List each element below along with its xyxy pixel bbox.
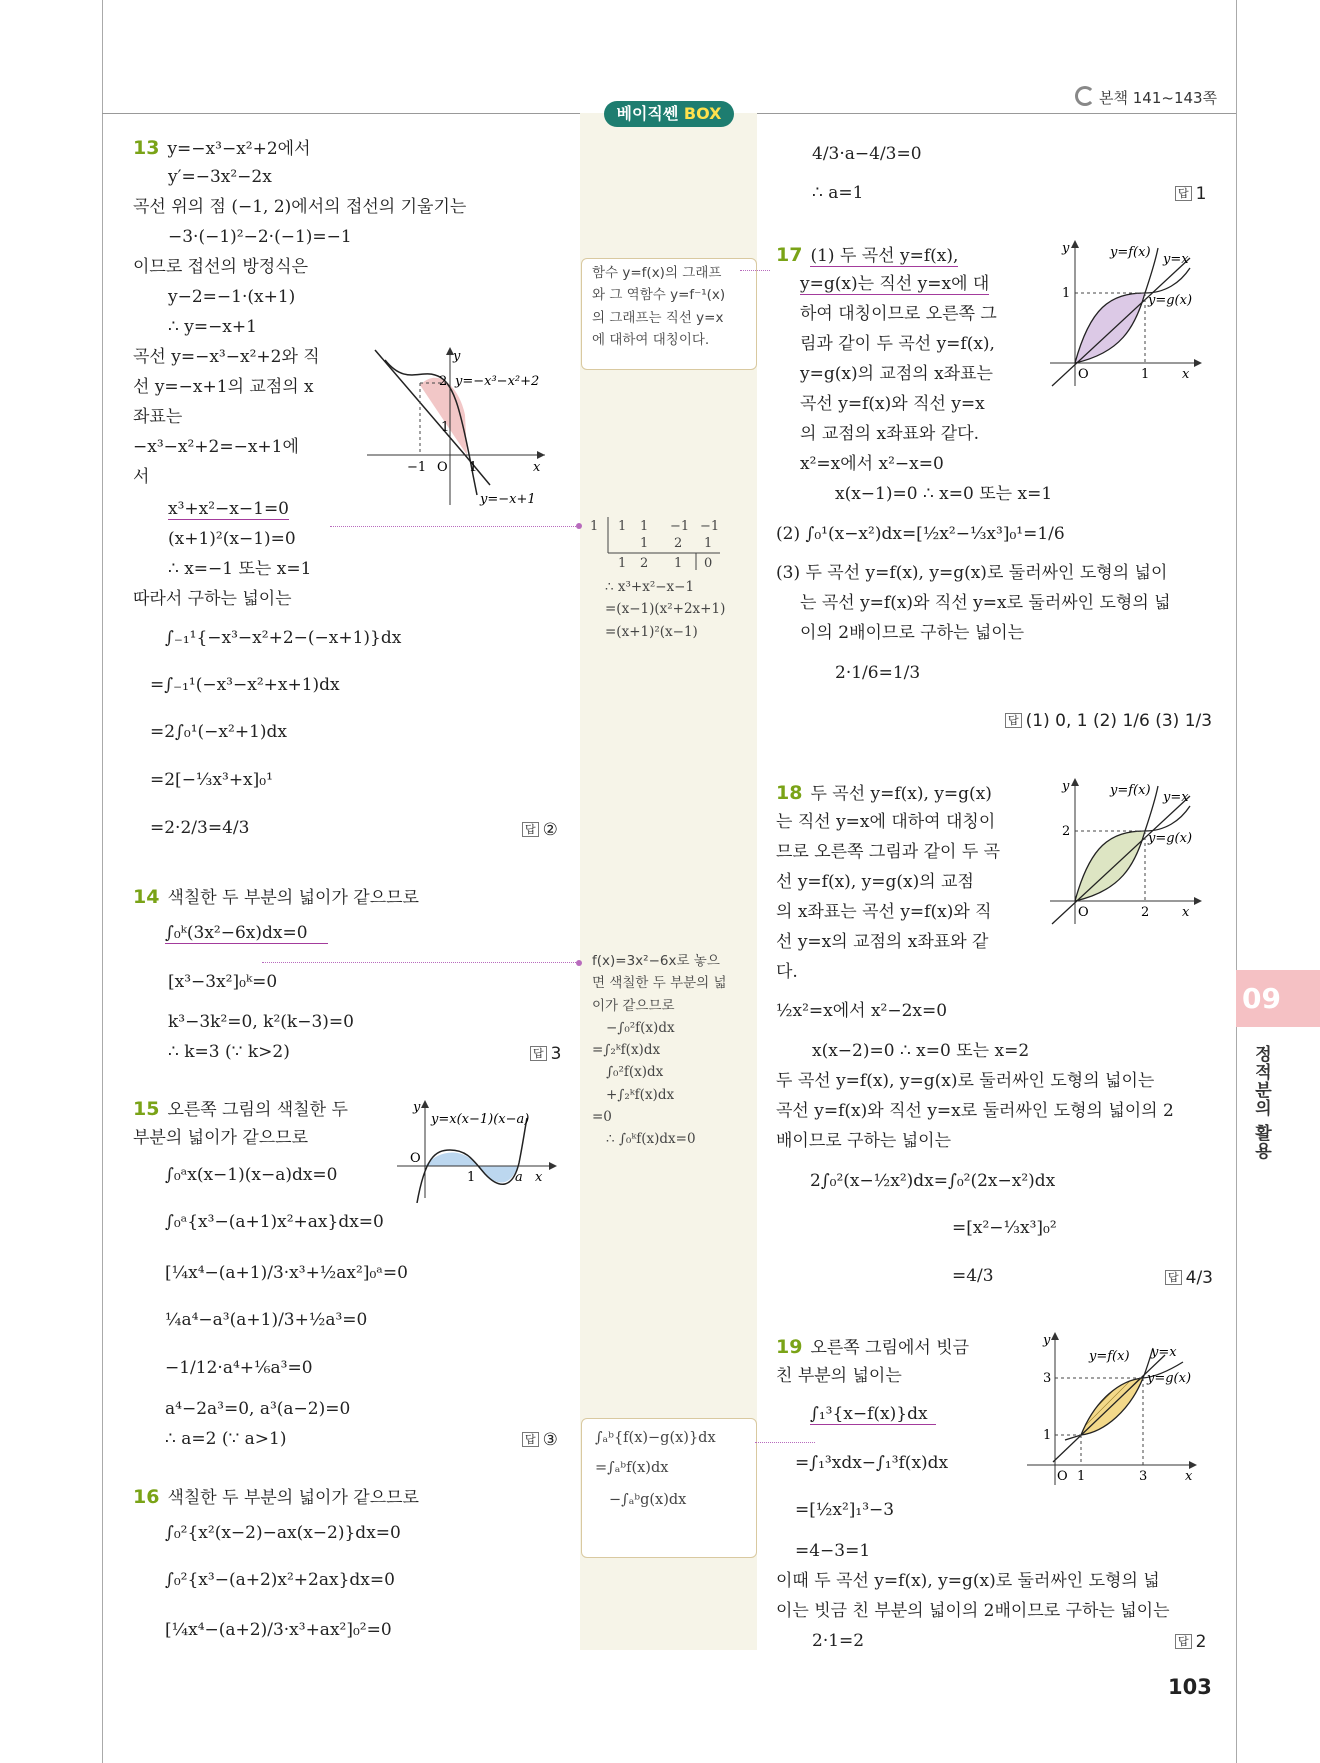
leader-line: [330, 526, 576, 527]
chapter-tab: [1236, 970, 1320, 1027]
problem-14-line: k³−3k²=0, k²(k−3)=0: [168, 1012, 354, 1032]
div-cell: 1: [618, 556, 627, 571]
tick-label: 2: [439, 374, 448, 389]
problem-18-answer: [1165, 1268, 1213, 1288]
problem-14-text: 색칠한 두 부분의 넓이가 같으므로: [167, 888, 419, 908]
problem-19-graph: [1025, 1330, 1205, 1490]
problem-19-line: =∫₁³xdx−∫₁³f(x)dx: [795, 1453, 949, 1473]
problem-16-line: [¼x⁴−(a+2)/3·x³+ax²]₀²=0: [165, 1620, 392, 1640]
curve-f-label: y=f(x): [1110, 783, 1151, 798]
problem-16-line: [133, 1486, 419, 1509]
note-line: =∫ₐᵇf(x)dx: [595, 1459, 669, 1476]
shaded-region: [1075, 293, 1145, 363]
problem-15-graph: [395, 1098, 565, 1203]
div-cell: 1: [640, 519, 649, 534]
div-cell: 0: [704, 556, 713, 571]
line-y-equals-x: [1052, 796, 1193, 924]
div-cell: 1: [674, 556, 683, 571]
answer-icon: 답: [522, 1432, 539, 1447]
problem-18-line: 배이므로 구하는 넓이는: [776, 1131, 952, 1151]
origin-label: O: [410, 1151, 421, 1166]
problem-15-line: a⁴−2a³=0, a³(a−2)=0: [165, 1399, 351, 1419]
x-arrow: [1194, 897, 1202, 905]
problem-18-line: x(x−2)=0 ∴ x=0 또는 x=2: [812, 1041, 1030, 1061]
problem-14-line: [x³−3x²]₀ᵏ=0: [168, 972, 278, 992]
problem-19-line: 친 부분의 넓이는: [776, 1366, 902, 1386]
problem-18-line: 선 y=f(x), y=g(x)의 교점: [776, 872, 974, 892]
tick-label: 1: [467, 1170, 476, 1185]
problem-17-line: 이의 2배이므로 구하는 넓이는: [800, 623, 1025, 643]
tick-label: 1: [1062, 286, 1071, 301]
problem-16-continued-line: ∴ a=1: [812, 183, 864, 203]
answer-icon: 답: [530, 1046, 547, 1061]
note-line: ∴ ∫₀ᵏf(x)dx=0: [606, 1131, 696, 1148]
box-note-between-text: [595, 1428, 716, 1514]
problem-19-number: 19: [776, 1336, 803, 1358]
problem-18-line: 므로 오른쪽 그림과 같이 두 곡: [776, 842, 1001, 862]
problem-13-line: 따라서 구하는 넓이는: [133, 589, 292, 609]
box-note-area: [592, 950, 727, 1150]
problem-15-line: 부분의 넓이가 같으므로: [133, 1128, 309, 1148]
chapter-number: 09: [1242, 982, 1281, 1015]
graph-y-label: y: [1062, 779, 1070, 794]
graph-x-label: x: [533, 460, 541, 475]
origin-label: O: [1078, 367, 1089, 382]
note-line: ∫ₐᵇ{f(x)−g(x)}dx: [595, 1430, 716, 1446]
problem-16-text: 색칠한 두 부분의 넓이가 같으므로: [167, 1488, 419, 1508]
problem-18-graph: [1040, 776, 1205, 926]
line-label: y=x: [1151, 1345, 1177, 1360]
div-cell: 1: [704, 536, 713, 551]
problem-15-line: ¼a⁴−a³(a+1)/3+½a³=0: [165, 1310, 368, 1330]
div-cell: 2: [640, 556, 649, 571]
leader-line: [262, 962, 576, 963]
answer-value: 1: [1195, 184, 1207, 204]
problem-18-line: =4/3: [952, 1266, 994, 1286]
curve-g-label: y=g(x): [1148, 831, 1193, 846]
problem-17-number: 17: [776, 244, 803, 266]
problem-17-line: 는 곡선 y=f(x)와 직선 y=x로 둘러싸인 도형의 넓: [800, 593, 1171, 613]
problem-17-line: 림과 같이 두 곡선 y=f(x),: [800, 334, 995, 354]
graph-y-label: y: [1043, 1333, 1051, 1348]
answer-icon: 답: [1165, 1270, 1182, 1285]
line-y-equals-x: [1052, 258, 1193, 386]
problem-17-text: (1) 두 곡선 y=f(x),: [810, 246, 959, 266]
problem-17-graph: [1040, 238, 1205, 388]
graph-x-label: x: [1182, 905, 1190, 920]
problem-13-line: ∫₋₁¹{−x³−x²+2−(−x+1)}dx: [165, 628, 402, 648]
line-label: y=x: [1163, 252, 1189, 267]
shaded-region: [425, 1153, 477, 1167]
div-cell: 1: [618, 519, 627, 534]
origin-label: O: [1078, 905, 1089, 920]
note-line: =0: [592, 1108, 612, 1125]
problem-13-line: 곡선 y=−x³−x²+2와 직: [133, 347, 320, 367]
leader-line: [755, 1442, 815, 1443]
note-line: f(x)=3x²−6x로 놓으: [592, 953, 720, 969]
page-reference: [1075, 86, 1217, 108]
page-reference-text: 본책 141~143쪽: [1099, 89, 1218, 107]
page-number: 103: [1168, 1675, 1212, 1699]
problem-13-line: =2[−⅓x³+x]₀¹: [150, 770, 273, 790]
problem-13-line: ∴ x=−1 또는 x=1: [168, 559, 312, 579]
tick-label: −1: [407, 460, 427, 475]
problem-14-line: ∫₀ᵏ(3x²−6x)dx=0: [165, 923, 328, 944]
problem-17-line: y=g(x)는 직선 y=x에 대: [800, 274, 990, 294]
problem-13-answer: [522, 820, 558, 840]
problem-19-line: ∫₁³{x−f(x)}dx: [810, 1404, 936, 1425]
problem-15-line: [¼x⁴−(a+1)/3·x³+½ax²]₀ᵃ=0: [165, 1263, 408, 1283]
problem-13-line: 선 y=−x+1의 교점의 x: [133, 377, 314, 397]
div-cell: −1: [700, 519, 720, 534]
problem-19-line: 이는 빗금 친 부분의 넓이의 2배이므로 구하는 넓이는: [776, 1601, 1170, 1621]
problem-13-line: y−2=−1·(x+1): [168, 287, 296, 307]
problem-18-line: 선 y=x의 교점의 x좌표와 같: [776, 932, 989, 952]
page-left-border: [102, 0, 103, 1763]
answer-value: 3: [550, 1044, 562, 1064]
answer-icon: 답: [1175, 1634, 1192, 1649]
problem-13-graph: [365, 345, 565, 510]
y-arrow: [1071, 240, 1079, 248]
answer-value: ②: [542, 820, 558, 840]
problem-14-line: [133, 886, 419, 909]
div-cell: −1: [670, 519, 690, 534]
problem-18-number: 18: [776, 782, 803, 804]
problem-19-answer: [1175, 1632, 1206, 1652]
note-line: +∫₂ᵏf(x)dx: [606, 1086, 675, 1103]
problem-13-line: (x+1)²(x−1)=0: [168, 529, 296, 549]
tick-label: 1: [1141, 367, 1150, 382]
leader-dot: [576, 523, 582, 529]
note-line: ∴ x³+x²−x−1: [605, 579, 695, 595]
line-label: y=−x+1: [480, 492, 536, 507]
problem-18-line: =[x²−⅓x³]₀²: [952, 1218, 1057, 1238]
note-line: 에 대하여 대칭이다.: [592, 331, 710, 348]
note-line: =(x−1)(x²+2x+1): [605, 601, 726, 618]
problem-17-line: x(x−1)=0 ∴ x=0 또는 x=1: [835, 484, 1053, 504]
problem-18-text: 두 곡선 y=f(x), y=g(x): [810, 784, 992, 804]
problem-17-line: y=g(x)의 교점의 x좌표는: [800, 364, 993, 384]
problem-13-number: 13: [133, 137, 160, 159]
problem-17-line: 하여 대칭이므로 오른쪽 그: [800, 304, 997, 324]
origin-label: O: [1057, 1469, 1068, 1484]
note-line: 함수 y=f(x)의 그래프: [592, 265, 722, 281]
box-note-factor: [605, 576, 725, 643]
graph-x-label: x: [535, 1170, 543, 1185]
problem-17-line: (3) 두 곡선 y=f(x), y=g(x)로 둘러싸인 도형의 넓이: [776, 563, 1168, 583]
curve-f-label: y=f(x): [1089, 1349, 1130, 1364]
note-line: ∫₀²f(x)dx: [606, 1064, 664, 1081]
curve-label: y=x(x−1)(x−a): [431, 1112, 530, 1127]
shaded-region: [1075, 831, 1145, 901]
problem-15-line: ∫₀ᵃ{x³−(a+1)x²+ax}dx=0: [165, 1212, 384, 1232]
tick-label: 3: [1043, 1371, 1052, 1386]
tick-label: 2: [1141, 905, 1150, 920]
problem-15-line: ∫₀ᵃx(x−1)(x−a)dx=0: [165, 1165, 338, 1185]
div-cell: 1: [640, 536, 649, 551]
answer-value: (1) 0, 1 (2) 1/6 (3) 1/3: [1025, 711, 1213, 731]
problem-19-line: 이때 두 곡선 y=f(x), y=g(x)로 둘러싸인 도형의 넓: [776, 1571, 1160, 1591]
problem-13-line: ∴ y=−x+1: [168, 317, 257, 337]
leader-dot: [576, 960, 582, 966]
problem-13-line: [133, 137, 311, 160]
tick-label: 1: [441, 420, 450, 435]
tick-label: 1: [469, 460, 478, 475]
problem-18-line: [776, 782, 992, 805]
reference-icon: [1075, 86, 1095, 106]
answer-value: ③: [542, 1430, 558, 1450]
answer-value: 2: [1195, 1632, 1207, 1652]
problem-17-line: x²=x에서 x²−x=0: [800, 454, 944, 474]
problem-17-line: [776, 244, 958, 267]
problem-13-line: −x³−x²+2=−x+1에: [133, 437, 299, 457]
problem-13-line: −3·(−1)²−2·(−1)=−1: [168, 227, 352, 247]
tick-label: 1: [1043, 1428, 1052, 1443]
box-note-inverse-text: [592, 262, 725, 351]
y-arrow: [421, 1100, 429, 1108]
problem-13-line: 좌표는: [133, 407, 183, 427]
problem-16-number: 16: [133, 1486, 160, 1508]
problem-16-line: ∫₀²{x³−(a+2)x²+2ax}dx=0: [165, 1570, 395, 1590]
problem-17-line: 의 교점의 x좌표와 같다.: [800, 424, 980, 444]
problem-14-answer: [530, 1044, 561, 1064]
problem-13-line: 곡선 위의 점 (−1, 2)에서의 접선의 기울기는: [133, 197, 467, 217]
problem-13-line: 서: [133, 467, 150, 487]
note-line: −∫ₐᵇg(x)dx: [609, 1492, 687, 1509]
answer-icon: 답: [1005, 713, 1022, 728]
graph-y-label: y: [1062, 241, 1070, 256]
y-arrow: [1051, 1332, 1059, 1340]
tick-label: a: [515, 1170, 523, 1185]
tick-label: 2: [1062, 824, 1071, 839]
tick-label: 3: [1139, 1469, 1148, 1484]
x-arrow: [1189, 1461, 1197, 1469]
leader-line: [740, 270, 770, 271]
note-line: 이가 같으므로: [592, 997, 675, 1014]
x-arrow: [1194, 359, 1202, 367]
answer-icon: 답: [1175, 186, 1192, 201]
problem-18-line: 2∫₀²(x−½x²)dx=∫₀²(2x−x²)dx: [810, 1171, 1056, 1191]
curve-g-label: y=g(x): [1147, 1371, 1192, 1386]
box-title-suffix: BOX: [683, 104, 722, 123]
problem-18-line: 는 직선 y=x에 대하여 대칭이: [776, 812, 996, 832]
div-cell: 2: [674, 536, 683, 551]
problem-17-answer: [1005, 711, 1212, 731]
note-line: 의 그래프는 직선 y=x: [592, 309, 724, 326]
problem-18-line: 곡선 y=f(x)와 직선 y=x로 둘러싸인 도형의 넓이의 2: [776, 1101, 1174, 1121]
note-line: −∫₀²f(x)dx: [606, 1019, 675, 1036]
problem-13-line: x³+x²−x−1=0: [168, 499, 290, 519]
curve-f-label: y=f(x): [1110, 245, 1151, 260]
graph-y-label: y: [453, 349, 461, 364]
tick-label: 1: [1077, 1469, 1086, 1484]
problem-18-line: 두 곡선 y=f(x), y=g(x)로 둘러싸인 도형의 넓이는: [776, 1071, 1155, 1091]
problem-19-line: 2·1=2: [812, 1631, 865, 1651]
answer-value: 4/3: [1185, 1268, 1213, 1288]
origin-label: O: [437, 460, 448, 475]
problem-18-line: ½x²=x에서 x²−2x=0: [776, 1001, 948, 1021]
curve-label: y=−x³−x²+2: [455, 374, 540, 389]
graph-x-label: x: [1182, 367, 1190, 382]
problem-14-number: 14: [133, 886, 160, 908]
curve-g-label: y=g(x): [1148, 293, 1193, 308]
problem-17-line: (2) ∫₀¹(x−x²)dx=[½x²−⅓x³]₀¹=1/6: [776, 524, 1065, 544]
note-line: =(x+1)²(x−1): [605, 623, 698, 640]
page-right-border: [1236, 0, 1237, 1763]
problem-19-text: 오른쪽 그림에서 빗금: [810, 1338, 970, 1358]
problem-13-line: 이므로 접선의 방정식은: [133, 257, 309, 277]
box-title-prefix: 베이직쎈: [616, 104, 684, 123]
problem-16-line: ∫₀²{x²(x−2)−ax(x−2)}dx=0: [165, 1523, 401, 1543]
problem-15-line: [133, 1098, 348, 1121]
chapter-title: 정적분의 활용: [1251, 1045, 1271, 1160]
problem-18-line: 다.: [776, 962, 798, 982]
problem-15-line: −1/12·a⁴+⅙a³=0: [165, 1358, 313, 1378]
problem-19-line: =4−3=1: [795, 1541, 871, 1561]
line-label: y=x: [1163, 790, 1189, 805]
problem-19-line: =[½x²]₁³−3: [795, 1500, 895, 1520]
note-line: 면 색칠한 두 부분의 넓: [592, 975, 727, 992]
problem-13-line: =∫₋₁¹(−x³−x²+x+1)dx: [150, 675, 340, 695]
problem-15-line: ∴ a=2 (∵ a>1): [165, 1429, 287, 1449]
x-arrow: [537, 451, 545, 459]
problem-13-line: =2·2/3=4/3: [150, 818, 250, 838]
problem-17-line: 곡선 y=f(x)와 직선 y=x: [800, 394, 985, 414]
answer-icon: 답: [522, 822, 539, 837]
x-arrow: [549, 1162, 557, 1170]
problem-18-line: 의 x좌표는 곡선 y=f(x)와 직: [776, 902, 992, 922]
graph-y-label: y: [413, 1100, 421, 1115]
problem-14-line: ∴ k=3 (∵ k>2): [168, 1042, 290, 1062]
problem-15-number: 15: [133, 1098, 160, 1120]
note-line: =∫₂ᵏf(x)dx: [592, 1042, 661, 1059]
graph-x-label: x: [1185, 1469, 1193, 1484]
y-arrow: [1071, 778, 1079, 786]
problem-16-answer: [1175, 184, 1206, 204]
problem-13-line: =2∫₀¹(−x²+1)dx: [150, 722, 287, 742]
note-line: 와 그 역함수 y=f⁻¹(x): [592, 287, 726, 304]
problem-13-line: y′=−3x²−2x: [168, 167, 272, 187]
problem-15-text: 오른쪽 그림의 색칠한 두: [167, 1100, 348, 1120]
problem-17-line: 2·1/6=1/3: [835, 663, 921, 683]
problem-15-answer: [522, 1430, 558, 1450]
div-root: 1: [590, 519, 599, 534]
synthetic-division-table: [588, 515, 728, 571]
basic-box-title: [604, 101, 734, 127]
problem-19-line: [776, 1336, 969, 1359]
problem-13-text: y=−x³−x²+2에서: [167, 139, 311, 159]
problem-16-continued-line: 4/3·a−4/3=0: [812, 144, 922, 164]
